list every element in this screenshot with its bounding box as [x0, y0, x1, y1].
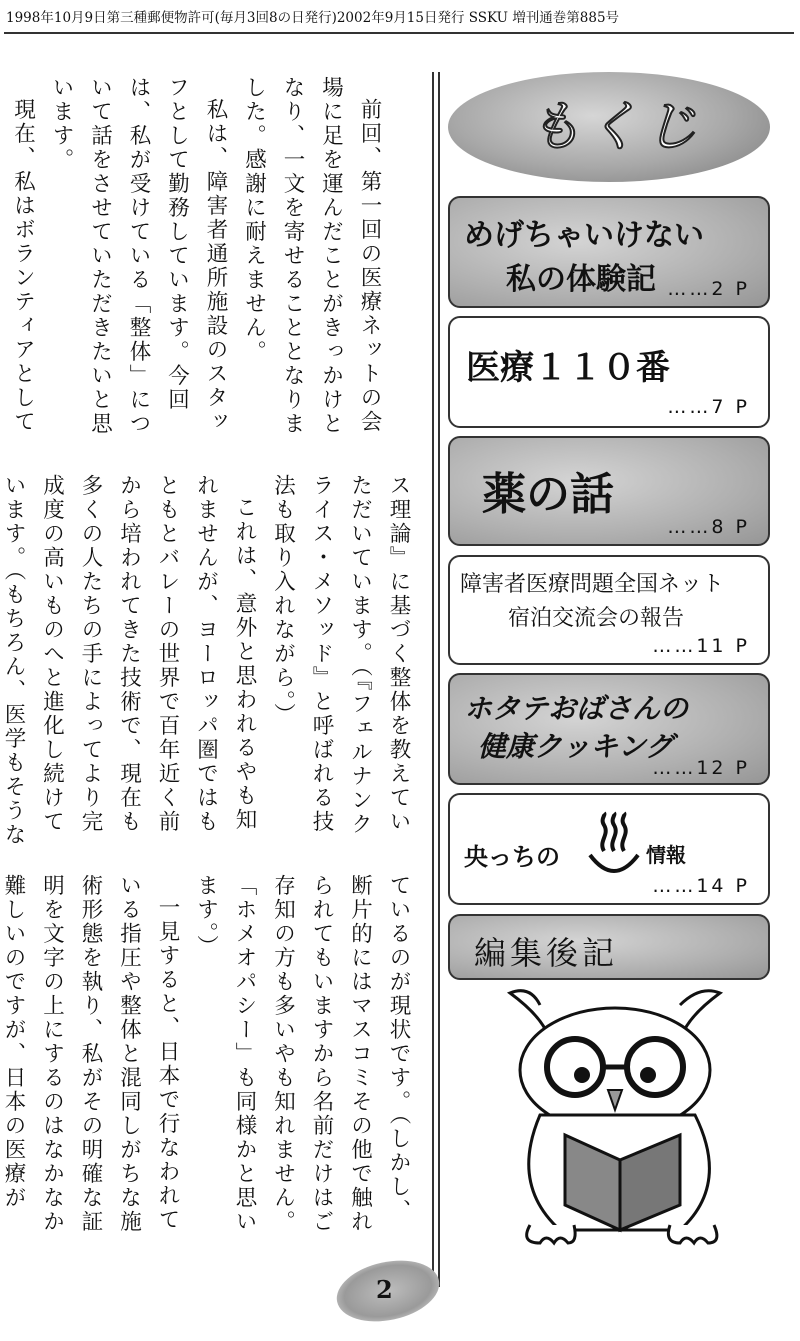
article-paragraph: ス理論』に基づく整体を教えていただいています。（『フェルナンクライス・メソッド』と呼ばれる技法も取り入れながら。）: [270, 474, 411, 837]
toc-item-network-report[interactable]: [448, 555, 770, 665]
column-divider-right: [438, 72, 440, 1287]
toc-item-title: 医療１１０番: [466, 348, 670, 388]
article-paragraph: 私は、障害者通所施設のスタッフとして勤務しています。今回は、私が受けている「整体」について話をさせていただきたいと思います。: [49, 76, 228, 436]
article-block-bottom: [1, 874, 417, 1244]
article-paragraph: これは、意外と思われるやも知れませんが、ヨーロッパ圏ではもともとバレーの世界で百年近く前から培われてきた技術で、現在も多くの人たちの手によってより完成度の高いものへと進化し続けています。（もちろん、医学もそうな: [1, 474, 257, 848]
toc-item-page: ……14 P: [652, 875, 750, 897]
owl-reading-illustration: [470, 985, 770, 1250]
article-block-top: [10, 76, 388, 456]
toc-item-title: 宿泊交流会の報告: [508, 606, 685, 631]
toc-item-title: 健康クッキング: [478, 730, 674, 763]
toc-item-page: ……7 P: [667, 396, 750, 418]
article-block-middle: [1, 474, 417, 854]
toc-item-title: 障害者医療問題全国ネット: [460, 572, 725, 597]
toc-item-title: 情報: [646, 843, 686, 867]
hot-spring-icon: [584, 811, 644, 881]
toc-item-experience[interactable]: [448, 196, 770, 308]
column-divider-left: [432, 72, 434, 1287]
toc-item-page: ……2 P: [667, 278, 750, 300]
toc-item-title: ホタテおばさんの: [464, 692, 689, 725]
toc-item-title: 私の体験記: [506, 262, 656, 297]
toc-heading: もくじ: [528, 95, 702, 158]
header-rule: [4, 32, 794, 34]
page-number: 2: [376, 1275, 393, 1304]
article-paragraph: 一見すると、日本で行なわれている指圧や整体と混同しがちな施術形態を執り、私がその明確な証明を文字の上にするのはなかなか難しいのですが、日本の医療が: [1, 874, 180, 1234]
toc-item-editors-note[interactable]: [448, 914, 770, 980]
toc-item-page: ……11 P: [652, 635, 750, 657]
article-paragraph: 前回、第一回の医療ネットの会場に足を運んだことがきっかけとなり、一文を寄せることとなりました。感謝に耐えません。: [241, 76, 382, 436]
toc-item-page: ……12 P: [652, 757, 750, 779]
toc-item-cooking[interactable]: [448, 673, 770, 785]
toc-item-title: 編集後記: [474, 934, 619, 972]
toc-item-title: めげちゃいけない: [464, 218, 704, 253]
article-paragraph: ているのが現状です。（しかし、断片的にはマスコミその他で触れられてもいますから名前だけはご存知の方も多いやも知れません。「ホメオパシー」も同様かと思います。）: [193, 874, 411, 1234]
publication-header: 1998年10月9日第三種郵便物許可(毎月3回8の日発行)2002年9月15日発行 SSKU 増刊通巻第885号: [6, 10, 620, 26]
toc-item-title: 央っちの: [464, 843, 560, 871]
toc-item-page: ……8 P: [667, 516, 750, 538]
toc-item-medical-110[interactable]: [448, 316, 770, 428]
toc-item-onsen-info[interactable]: [448, 793, 770, 905]
toc-item-medicine[interactable]: [448, 436, 770, 546]
article-paragraph: 現在、私はボランティアとして: [10, 97, 36, 434]
toc-item-title: 薬の話: [482, 469, 614, 520]
